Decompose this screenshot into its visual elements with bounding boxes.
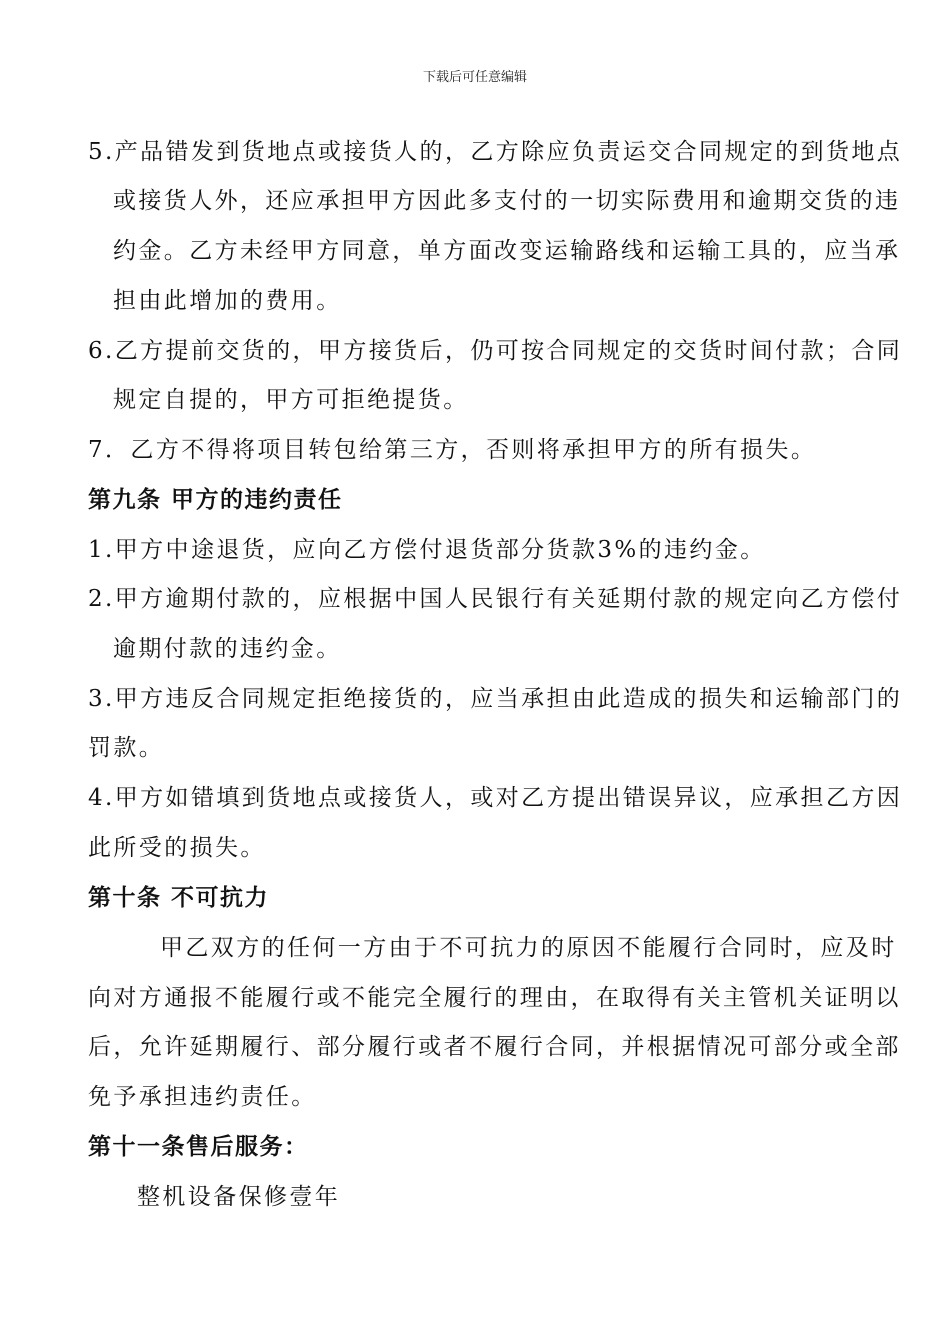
section-heading-10: 第十条 不可抗力 xyxy=(88,885,270,911)
force-majeure-line-4: 免予承担违约责任。 xyxy=(88,1084,317,1110)
section-heading-9: 第九条 甲方的违约责任 xyxy=(88,487,343,513)
page-header: 下载后可任意编辑 xyxy=(422,70,527,85)
clause-6-line-2: 规定自提的，甲方可拒绝提货。 xyxy=(113,387,469,413)
item-4-line-2: 此所受的损失。 xyxy=(88,835,266,861)
section-heading-11: 第十一条售后服务： xyxy=(88,1134,309,1160)
clause-5-line-2: 或接货人外，还应承担甲方因此多支付的一切实际费用和逾期交货的违 xyxy=(113,188,901,214)
warranty-text: 整机设备保修壹年 xyxy=(137,1184,341,1210)
item-1: 1.甲方中途退货，应向乙方偿付退货部分货款3%的违约金。 xyxy=(88,537,766,563)
force-majeure-line-1: 甲乙双方的任何一方由于不可抗力的原因不能履行合同时，应及时 xyxy=(160,935,897,961)
item-3-line-1: 3.甲方违反合同规定拒绝接货的，应当承担由此造成的损失和运输部门的 xyxy=(88,686,903,712)
item-2-line-2: 逾期付款的违约金。 xyxy=(113,636,342,662)
item-4-line-1: 4.甲方如错填到货地点或接货人，或对乙方提出错误异议，应承担乙方因 xyxy=(88,785,903,811)
clause-7: 7．乙方不得将项目转包给第三方，否则将承担甲方的所有损失。 xyxy=(88,437,817,463)
item-3-line-2: 罚款。 xyxy=(88,735,165,761)
item-2-line-1: 2.甲方逾期付款的，应根据中国人民银行有关延期付款的规定向乙方偿付 xyxy=(88,586,903,612)
force-majeure-line-2: 向对方通报不能履行或不能完全履行的理由，在取得有关主管机关证明以 xyxy=(88,985,901,1011)
clause-6-line-1: 6.乙方提前交货的，甲方接货后，仍可按合同规定的交货时间付款；合同 xyxy=(88,338,903,364)
force-majeure-line-3: 后，允许延期履行、部分履行或者不履行合同，并根据情况可部分或全部 xyxy=(88,1034,901,1060)
clause-5-line-1: 5.产品错发到货地点或接货人的，乙方除应负责运交合同规定的到货地点 xyxy=(88,139,903,165)
clause-5-line-4: 担由此增加的费用。 xyxy=(113,288,342,314)
clause-5-line-3: 约金。乙方未经甲方同意，单方面改变运输路线和运输工具的，应当承 xyxy=(113,238,901,264)
